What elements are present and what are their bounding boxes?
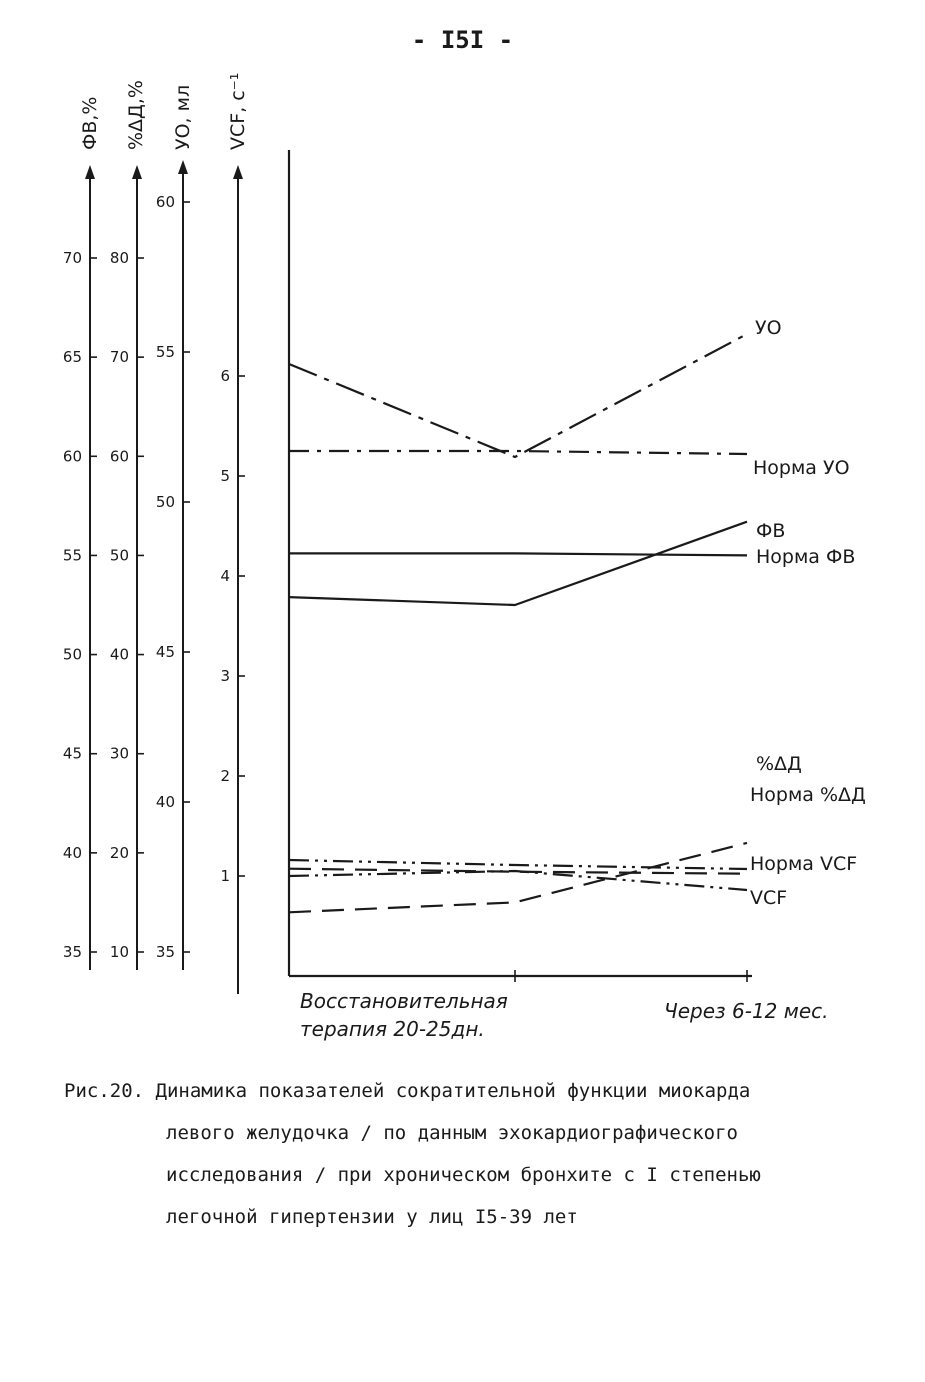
series-line <box>289 553 747 555</box>
series-label: УО <box>755 317 782 339</box>
tick-label: 70 <box>109 348 129 367</box>
series-label: ФВ <box>756 520 786 542</box>
tick-label: 1 <box>220 867 230 885</box>
series-line <box>289 871 747 890</box>
series-label: Норма УО <box>753 457 850 479</box>
tick-label: 40 <box>155 793 175 811</box>
tick-label: 60 <box>62 447 82 466</box>
series-label: %ΔД <box>756 753 802 775</box>
axis-arrow <box>178 160 188 174</box>
tick-label: 70 <box>62 249 82 267</box>
tick-label: 40 <box>109 645 129 664</box>
tick-label: 50 <box>62 645 82 664</box>
series-lines <box>289 334 747 912</box>
tick-label: 45 <box>155 643 175 661</box>
category-label: терапия 20-25дн. <box>300 1017 485 1041</box>
axis-arrow <box>132 165 142 179</box>
tick-label: 65 <box>62 348 82 367</box>
axis-uo <box>156 85 194 970</box>
category-label: Через 6-12 мес. <box>664 999 829 1023</box>
series-line <box>289 860 747 869</box>
tick-label: 30 <box>109 744 129 763</box>
caption-line: левого желудочка / по данным эхокардиографического <box>166 1122 738 1144</box>
series-label: Норма ФВ <box>756 546 856 568</box>
series-label: Норма VCF <box>750 853 858 875</box>
series-line <box>289 451 747 454</box>
axis-dd <box>110 80 147 970</box>
caption-line: исследования / при хроническом бронхите с I степенью <box>166 1164 761 1186</box>
tick-label: 4 <box>220 567 230 585</box>
tick-label: 60 <box>155 193 175 211</box>
tick-label: 20 <box>109 843 129 862</box>
caption-line: легочной гипертензии у лиц I5-39 лет <box>166 1206 578 1228</box>
series-label: Норма %ΔД <box>750 784 866 806</box>
series-labels <box>750 317 866 909</box>
category-labels <box>300 989 829 1041</box>
tick-label: 55 <box>62 546 82 565</box>
figure-caption <box>64 1070 864 1238</box>
series-line <box>289 843 747 912</box>
axis-title: %ΔД,% <box>125 80 147 150</box>
tick-label: 50 <box>155 493 175 511</box>
tick-label: 80 <box>109 249 129 267</box>
axis-title: VCF, c⁻¹ <box>227 72 249 150</box>
tick-label: 50 <box>109 546 129 565</box>
axis-title: УО, мл <box>172 84 194 150</box>
axis-fv <box>63 97 101 970</box>
tick-label: 5 <box>220 467 230 485</box>
axis-title: ФВ,% <box>79 96 101 150</box>
tick-label: 40 <box>62 843 82 862</box>
caption-line: Рис.20. Динамика показателей сократительной функции миокарда <box>64 1080 751 1102</box>
tick-label: 45 <box>62 744 82 763</box>
tick-label: 10 <box>109 943 129 961</box>
tick-label: 6 <box>220 367 230 385</box>
tick-label: 35 <box>62 943 82 961</box>
axis-vcf <box>220 73 249 994</box>
page-number: - I5I - <box>411 26 514 54</box>
tick-label: 2 <box>220 767 230 785</box>
tick-label: 35 <box>155 943 175 961</box>
series-line <box>289 522 747 605</box>
axis-arrow <box>85 165 95 179</box>
plot-area <box>289 150 752 982</box>
tick-label: 55 <box>155 343 175 361</box>
value-axes <box>63 73 249 994</box>
axis-arrow <box>233 165 243 179</box>
tick-label: 3 <box>220 667 230 685</box>
series-label: VCF <box>750 887 788 909</box>
category-label: Восстановительная <box>300 989 508 1013</box>
series-line <box>289 334 747 457</box>
tick-label: 60 <box>109 447 129 466</box>
